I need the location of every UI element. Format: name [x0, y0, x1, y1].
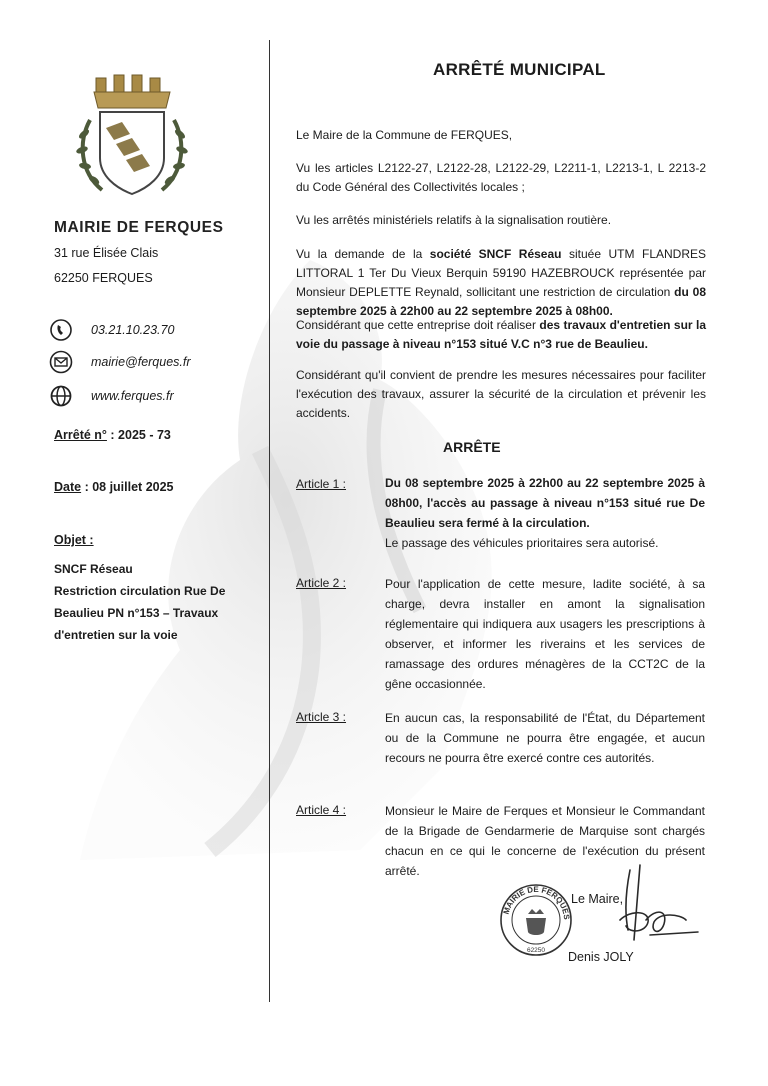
paragraph-considerant-2: Considérant qu'il convient de prendre les mesures nécessaires pour faciliter l'exécution des travaux, assurer la sécurité de la circulation et prévenir les accidents. — [296, 368, 706, 420]
objet-label: Objet : — [54, 533, 94, 547]
date-value: : 08 juillet 2025 — [81, 480, 174, 494]
address-line-1: 31 rue Élisée Clais — [54, 246, 159, 260]
paragraph-considerant-1 — [296, 316, 706, 354]
date-label: Date — [54, 480, 82, 494]
contact-phone — [49, 318, 174, 342]
address-line-2: 62250 FERQUES — [54, 271, 153, 285]
objet-line: SNCF Réseau — [54, 562, 133, 576]
contact-email — [49, 350, 191, 374]
paragraph-articles: Vu les articles L2122-27, L2122-28, L2122-29, L2211-1, L2213-1, L 2213-2 du Code Général des Collectivités locales ; — [296, 161, 706, 194]
handwritten-signature — [590, 860, 700, 950]
le-maire-label: Le Maire, — [571, 892, 624, 906]
article-4-label: Article 4 : — [296, 803, 347, 817]
article-1-label: Article 1 : — [296, 477, 347, 491]
document-title: ARRÊTÉ MUNICIPAL — [433, 60, 606, 79]
column-divider — [269, 40, 270, 1002]
svg-text:MAIRIE DE FERQUES: MAIRIE DE FERQUES — [501, 884, 572, 921]
coat-of-arms-logo — [72, 72, 192, 200]
mairie-name: MAIRIE DE FERQUES — [54, 219, 224, 236]
considerant-text: Considérant que cette entreprise doit réaliser — [296, 318, 540, 332]
globe-icon — [49, 384, 73, 408]
arrete-number-value: : 2025 - 73 — [106, 428, 171, 442]
svg-text:62250: 62250 — [526, 947, 546, 954]
paragraph-demande — [296, 245, 706, 321]
objet-line: Beaulieu PN n°153 – Travaux — [54, 606, 219, 620]
article-3-text: En aucun cas, la responsabilité de l'État, du Département ou de la Commune ne pourra être engagée, et aucun recours ne pourra être exercé contre ces autorités. — [385, 711, 705, 765]
objet-block — [54, 558, 244, 646]
arrete-number — [54, 428, 171, 442]
demande-period: du 08 septembre 2025 à 22h00 au 22 septembre 2025 à 08h00. — [296, 285, 706, 318]
article-3-label: Article 3 : — [296, 710, 347, 724]
demande-text: Vu la demande de la — [296, 247, 430, 261]
mairie-seal-stamp — [498, 882, 574, 958]
objet-line: d'entretien sur la voie — [54, 628, 178, 642]
mail-icon — [49, 350, 73, 374]
phone-icon — [49, 318, 73, 342]
article-1-note: Le passage des véhicules prioritaires sera autorisé. — [385, 536, 659, 550]
arrete-heading: ARRÊTE — [443, 439, 501, 455]
contact-website — [49, 384, 174, 408]
objet-line: Restriction circulation Rue De — [54, 584, 226, 598]
paragraph-intro: Le Maire de la Commune de FERQUES, — [296, 128, 513, 142]
arrete-date — [54, 480, 174, 494]
signatory-name: Denis JOLY — [568, 950, 634, 964]
considerant-works: des travaux d'entretien sur la voie du passage à niveau n°153 situé V.C n°3 rue de Beaulieu. — [296, 318, 706, 351]
demande-company: société SNCF Réseau — [429, 247, 562, 261]
article-2-text: Pour l'application de cette mesure, ladite société, à sa charge, devra installer en amont la signalisation réglementaire qui indiquera aux usagers les prescriptions à observer, et informer les riverains et les services de ramassage des ordures ménagères de la CCT2C de la gêne occasionnée. — [385, 577, 705, 691]
arrete-number-label: Arrêté n° — [54, 428, 107, 442]
article-1-bold: Du 08 septembre 2025 à 22h00 au 22 septembre 2025 à 08h00, l'accès au passage à niveau n°153 situé rue De Beaulieu sera fermé à la circulation. — [385, 476, 705, 530]
article-1-text — [385, 473, 705, 553]
phone-number: 03.21.10.23.70 — [91, 323, 175, 337]
article-4-text: Monsieur le Maire de Ferques et Monsieur le Commandant de la Brigade de Gendarmerie de Marquise sont chargés chacun en ce qui le concerne de l'exécution du présent arrêté. — [385, 804, 705, 878]
article-2-label: Article 2 : — [296, 576, 347, 590]
email-address[interactable]: mairie@ferques.fr — [91, 355, 191, 369]
paragraph-arretes: Vu les arrêtés ministériels relatifs à la signalisation routière. — [296, 213, 612, 227]
demande-text: située UTM FLANDRES LITTORAL 1 Ter Du Vieux Berquin 59190 HAZEBROUCK représentée par Monsieur DEPLETTE Reynald, sollicitant une restriction de circulation — [296, 247, 706, 299]
website-url[interactable]: www.ferques.fr — [91, 389, 174, 403]
